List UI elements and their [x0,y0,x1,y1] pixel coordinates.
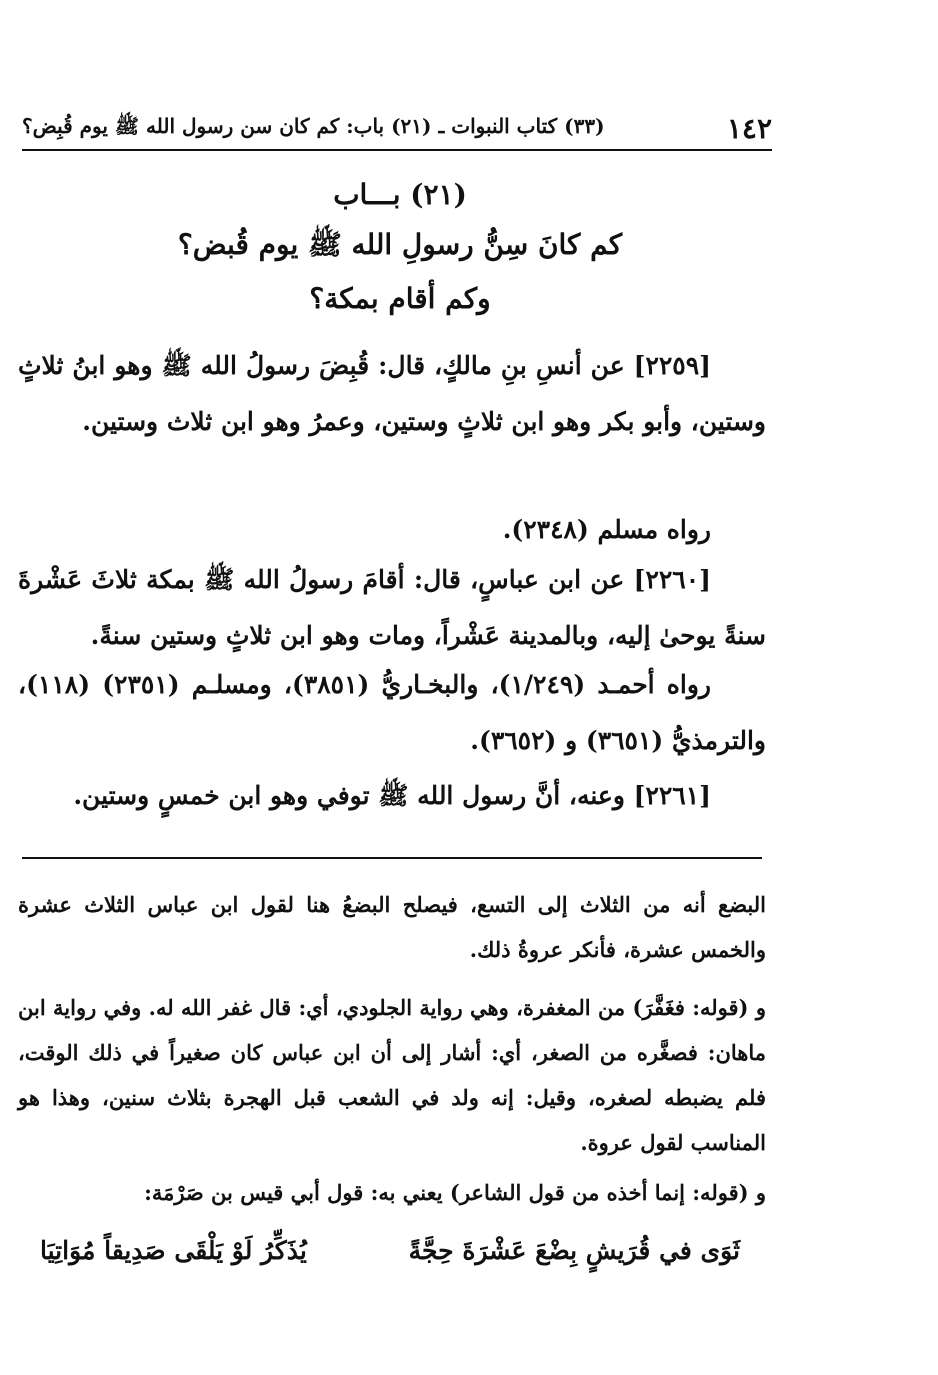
page-header [22,110,772,146]
chapter-title-line1: كم كانَ سِنُّ رسولِ الله ﷺ يوم قُبض؟ [177,228,623,261]
commentary-paragraph-2: و (قوله: فغَفَّرَ) من المغفرة، وهي رواية الجلودي، أي: قال غفر الله له. وفي رواية ابن ماهان: فصغَّره من الصغر، أي: أشار إلى أن ابن عباس كان صغيراً في ذلك الوقت، فلم يضبطه لصغره، وقيل: إنه ولد في الشعب قبل الهجرة بثلاث سنين، وهذا هو المناسب لقول عروة. [18,995,766,1155]
commentary-paragraph-1: البضع أنه من الثلاث إلى التسع، فيصلح البضعُ هنا لقول ابن عباس الثلاث عشرة والخمس عشرة، فأنكر عروةُ ذلك. [18,892,766,962]
footnote-separator [22,857,762,859]
hadith-2260-source: رواه أحمـد (١/٢٤٩)، والبخـاريُّ (٣٨٥١)، ومسلـم (٢٣٥١) (١١٨)، والترمذيُّ (٣٦٥١) و (٣٦٥٢). [18,670,766,755]
verse-first-hemistich: ثَوَى في قُرَيشٍ بِضْعَ عَشْرَةَ حِجَّةً [408,1235,740,1265]
verse-second-hemistich: يُذَكِّرُ لَوْ يَلْقَى صَدِيقاً مُوَاتِيَا [40,1235,307,1265]
page-number: ١٤٢ [726,111,772,145]
running-title: (٣٣) كتاب النبوات ـ (٢١) باب: كم كان سن رسول الله ﷺ يوم قُبِض؟ [22,113,605,138]
hadith-2260: [٢٢٦٠] عن ابن عباسٍ، قال: أقامَ رسولُ الله ﷺ بمكة ثلاثَ عَشْرةَ سنةً يوحىٰ إليه، وبالمدينة عَشْراً، ومات وهو ابن ثلاثٍ وستين سنةً. [18,565,766,650]
chapter-number: (٢١) بـــاب [333,178,467,211]
hadith-2259: [٢٢٥٩] عن أنسِ بنِ مالكٍ، قال: قُبِضَ رسولُ الله ﷺ وهو ابنُ ثلاثٍ وستين، وأبو بكر وهو ابن ثلاثٍ وستين، وعمرُ وهو ابن ثلاث وستين. [18,351,766,436]
commentary-paragraph-3: و (قوله: إنما أخذه من قول الشاعر) يعني به: قول أبي قيس بن صَرْمَة: [144,1180,766,1205]
hadith-2259-source: رواه مسلم (٢٣٤٨). [502,515,711,544]
chapter-title-line2: وكم أقام بمكة؟ [309,282,491,315]
hadith-2261: [٢٢٦١] وعنه، أنَّ رسول الله ﷺ توفي وهو ابن خمسٍ وستين. [73,781,711,810]
poetry-verse [40,1225,740,1275]
header-rule [22,149,772,151]
